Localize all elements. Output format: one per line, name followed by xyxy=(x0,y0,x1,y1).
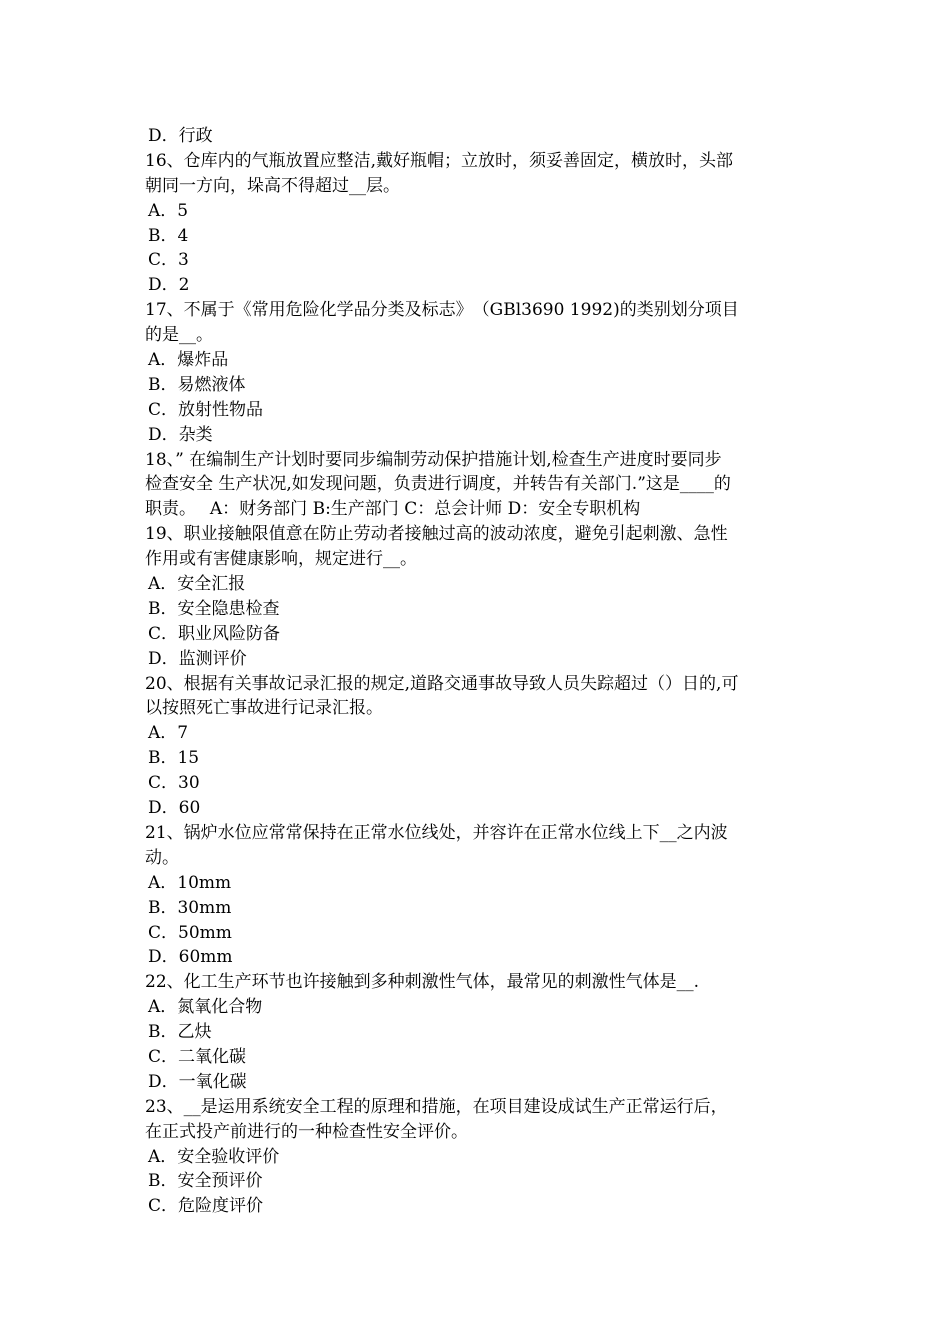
answer-option: D．60 xyxy=(148,798,201,819)
question-text-line: 动。 xyxy=(145,847,179,868)
question-text-line: 的是__。 xyxy=(145,325,213,346)
question-text-line: 19、职业接触限值意在防止劳动者接触过高的波动浓度，避免引起刺激、急性 xyxy=(145,524,728,545)
answer-option: C．危险度评价 xyxy=(148,1196,264,1217)
answer-option: B．15 xyxy=(148,748,200,769)
answer-option: B．乙炔 xyxy=(148,1022,212,1043)
answer-option: B．安全隐患检查 xyxy=(148,598,280,619)
question-text-line: 朝同一方向，垛高不得超过__层。 xyxy=(145,175,400,196)
answer-option: A．爆炸品 xyxy=(148,350,229,371)
answer-option: B．易燃液体 xyxy=(148,374,246,395)
answer-option: D．2 xyxy=(148,275,190,296)
question-text-line: 22、化工生产环节也许接触到多种刺激性气体，最常见的刺激性气体是__. xyxy=(145,972,700,993)
question-text-line: 职责。 A：财务部门 B:生产部门 C：总会计师 D：安全专职机构 xyxy=(145,499,641,520)
question-list xyxy=(145,124,810,1219)
answer-option: D．行政 xyxy=(148,126,213,146)
answer-option: A．安全汇报 xyxy=(148,574,246,595)
answer-option: B．4 xyxy=(148,225,189,246)
answer-option: D．监测评价 xyxy=(148,648,247,669)
answer-option: C．50mm xyxy=(148,922,232,943)
question-text-line: 21、锅炉水位应常常保持在正常水位线处，并容许在正常水位线上下__之内波 xyxy=(145,822,728,843)
question-text-line: 检查安全 生产状况,如发现问题，负责进行调度，并转告有关部门.”这是____的 xyxy=(145,474,731,495)
question-text-line: 23、__是运用系统安全工程的原理和措施，在项目建设成试生产正常运行后， xyxy=(145,1096,728,1117)
answer-option: A．5 xyxy=(148,200,189,221)
answer-option: D．一氧化碳 xyxy=(148,1071,247,1092)
question-text-line: 20、根据有关事故记录汇报的规定,道路交通事故导致人员失踪超过（）日的,可 xyxy=(145,673,739,694)
answer-option: A．氮氧化合物 xyxy=(148,997,263,1018)
answer-option: C．3 xyxy=(148,250,189,271)
answer-option: C．二氧化碳 xyxy=(148,1046,247,1067)
answer-option: C．职业风险防备 xyxy=(148,623,281,644)
answer-option: C．放射性物品 xyxy=(148,399,264,420)
answer-option: A．10mm xyxy=(148,872,232,893)
answer-option: C．30 xyxy=(148,773,200,794)
question-text-line: 18、” 在编制生产计划时要同步编制劳动保护措施计划,检查生产进度时要同步 xyxy=(145,449,722,470)
question-text-line: 17、不属于《常用危险化学品分类及标志》 （GBl3690 1992)的类别划分项目 xyxy=(145,300,739,321)
answer-option: A．7 xyxy=(148,723,189,744)
answer-option: D．杂类 xyxy=(148,424,213,445)
answer-option: B．安全预评价 xyxy=(148,1171,263,1192)
question-text-line: 以按照死亡事故进行记录汇报。 xyxy=(145,698,383,719)
question-text-line: 作用或有害健康影响，规定进行__。 xyxy=(145,549,417,570)
answer-option: B．30mm xyxy=(148,897,232,918)
answer-option: A．安全验收评价 xyxy=(148,1146,280,1167)
question-text-line: 在正式投产前进行的一种检查性安全评价。 xyxy=(145,1121,468,1142)
question-text-line: 16、仓库内的气瓶放置应整洁,戴好瓶帽；立放时，须妥善固定，横放时，头部 xyxy=(145,150,734,171)
answer-option: D．60mm xyxy=(148,947,233,968)
